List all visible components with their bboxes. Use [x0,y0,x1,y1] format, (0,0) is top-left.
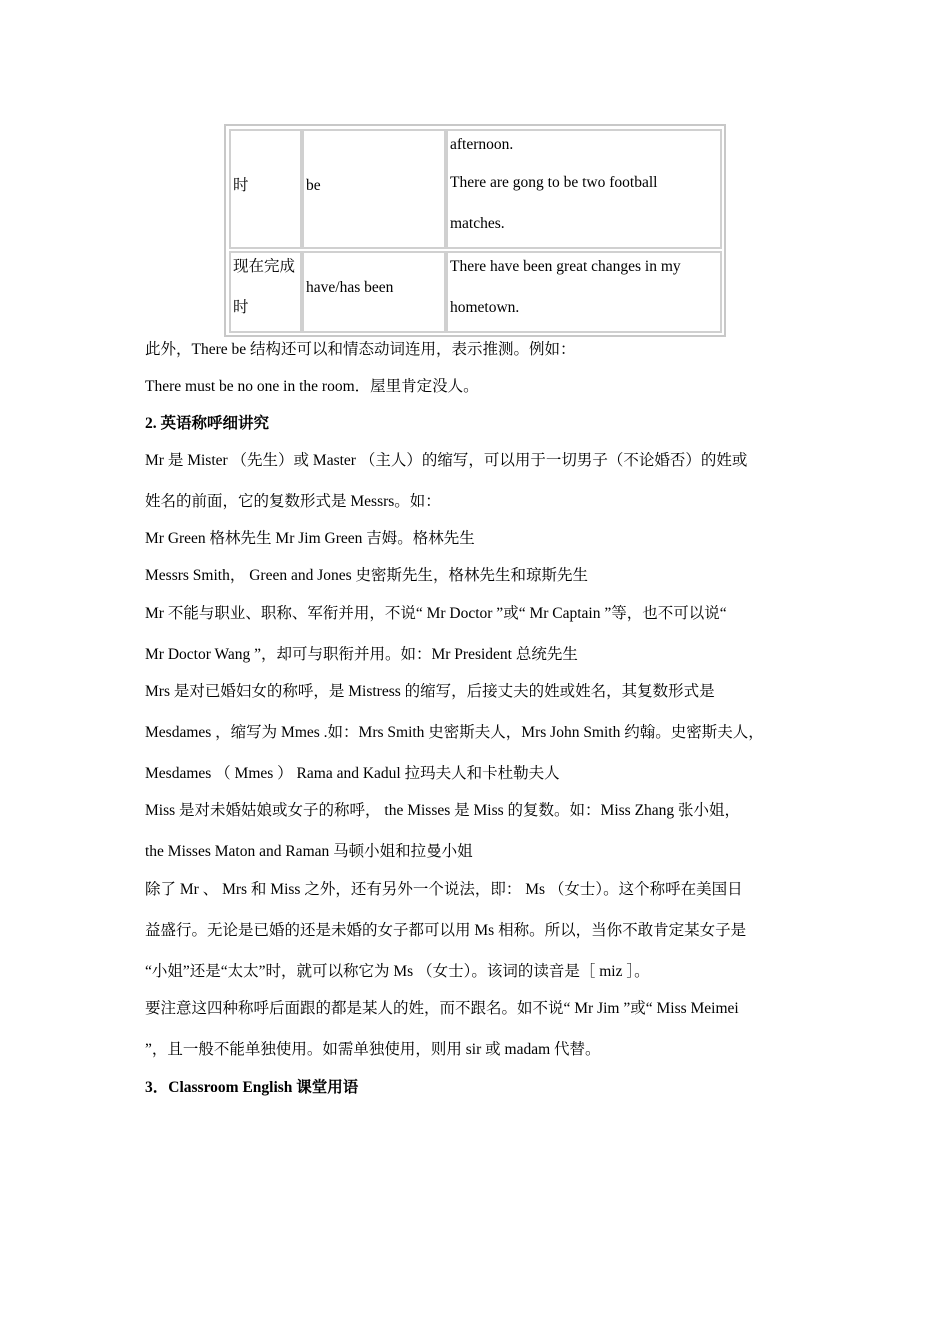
table-cell-text: have/has been [306,279,394,296]
table-cell-r1-c3 [446,129,722,249]
paragraph-line: 姓名的前面，它的复数形式是 Messrs。如： [145,493,441,510]
paragraph-line: Mr 不能与职业、职称、军衔并用，不说“ Mr Doctor ”或“ Mr Captain ”等，也不可以说“ [145,605,727,622]
table-cell-text: 现在完成 [233,258,296,275]
paragraph-line: Miss 是对未婚姑娘或女子的称呼， the Misses 是 Miss 的复数。如：Miss Zhang 张小姐， [145,802,741,819]
table-cell-text: 时 [233,177,249,194]
paragraph-line: 除了 Mr 、 Mrs 和 Miss 之外，还有另外一个说法，即： Ms （女士）。这个称呼在美国日 [145,881,743,898]
section-heading: 2. 英语称呼细讲究 [145,415,270,432]
paragraph-line: “小姐”还是“太太”时，就可以称它为 Ms （女士）。该词的读音是［ miz ］。 [145,963,650,980]
paragraph-line: the Misses Maton and Raman 马顿小姐和拉曼小姐 [145,843,473,860]
paragraph-line: Mesdames （ Mmes ） Rama and Kadul 拉玛夫人和卡杜勒夫人 [145,765,560,782]
paragraph-line: 要注意这四种称呼后面跟的都是某人的姓，而不跟名。如不说“ Mr Jim ”或“ Miss Meimei [145,1000,739,1017]
paragraph-line: Messrs Smith， Green and Jones 史密斯先生，格林先生和琼斯先生 [145,567,589,584]
paragraph-line: Mesdames ，缩写为 Mmes .如：Mrs Smith 史密斯夫人，Mrs John Smith 约翰。史密斯夫人， [145,724,764,741]
paragraph-line: Mr 是 Mister （先生）或 Master （主人）的缩写，可以用于一切男子（不论婚否）的姓或 [145,452,748,469]
table-cell-text: There are gong to be two football [450,174,658,191]
paragraph-line: 此外，There be 结构还可以和情态动词连用，表示推测。例如： [145,341,576,358]
table-cell-r2-c2 [302,251,446,333]
table-cell-r1-c2 [302,129,446,249]
table-cell-text: be [306,177,321,194]
paragraph-line: There must be no one in the room．屋里肯定没人。 [145,378,479,395]
table-cell-r1-c1 [229,129,302,249]
table-cell-r2-c3 [446,251,722,333]
grammar-table [224,124,726,337]
paragraph-line: Mr Doctor Wang ”，却可与职衔并用。如：Mr President 总统先生 [145,646,578,663]
section-heading: 3．Classroom English 课堂用语 [145,1079,359,1096]
table-cell-r2-c1 [229,251,302,333]
table-cell-text: hometown. [450,299,520,316]
table-cell-text: 时 [233,299,249,316]
paragraph-line: ”，且一般不能单独使用。如需单独使用，则用 sir 或 madam 代替。 [145,1041,601,1058]
table-cell-text: matches. [450,215,505,232]
paragraph-line: Mr Green 格林先生 Mr Jim Green 吉姆。格林先生 [145,530,475,547]
table-cell-text: afternoon. [450,136,514,153]
table-cell-text: There have been great changes in my [450,258,681,275]
paragraph-line: Mrs 是对已婚妇女的称呼，是 Mistress 的缩写，后接丈夫的姓或姓名，其复数形式是 [145,683,715,700]
paragraph-line: 益盛行。无论是已婚的还是未婚的女子都可以用 Ms 相称。所以，当你不敢肯定某女子是 [145,922,747,939]
